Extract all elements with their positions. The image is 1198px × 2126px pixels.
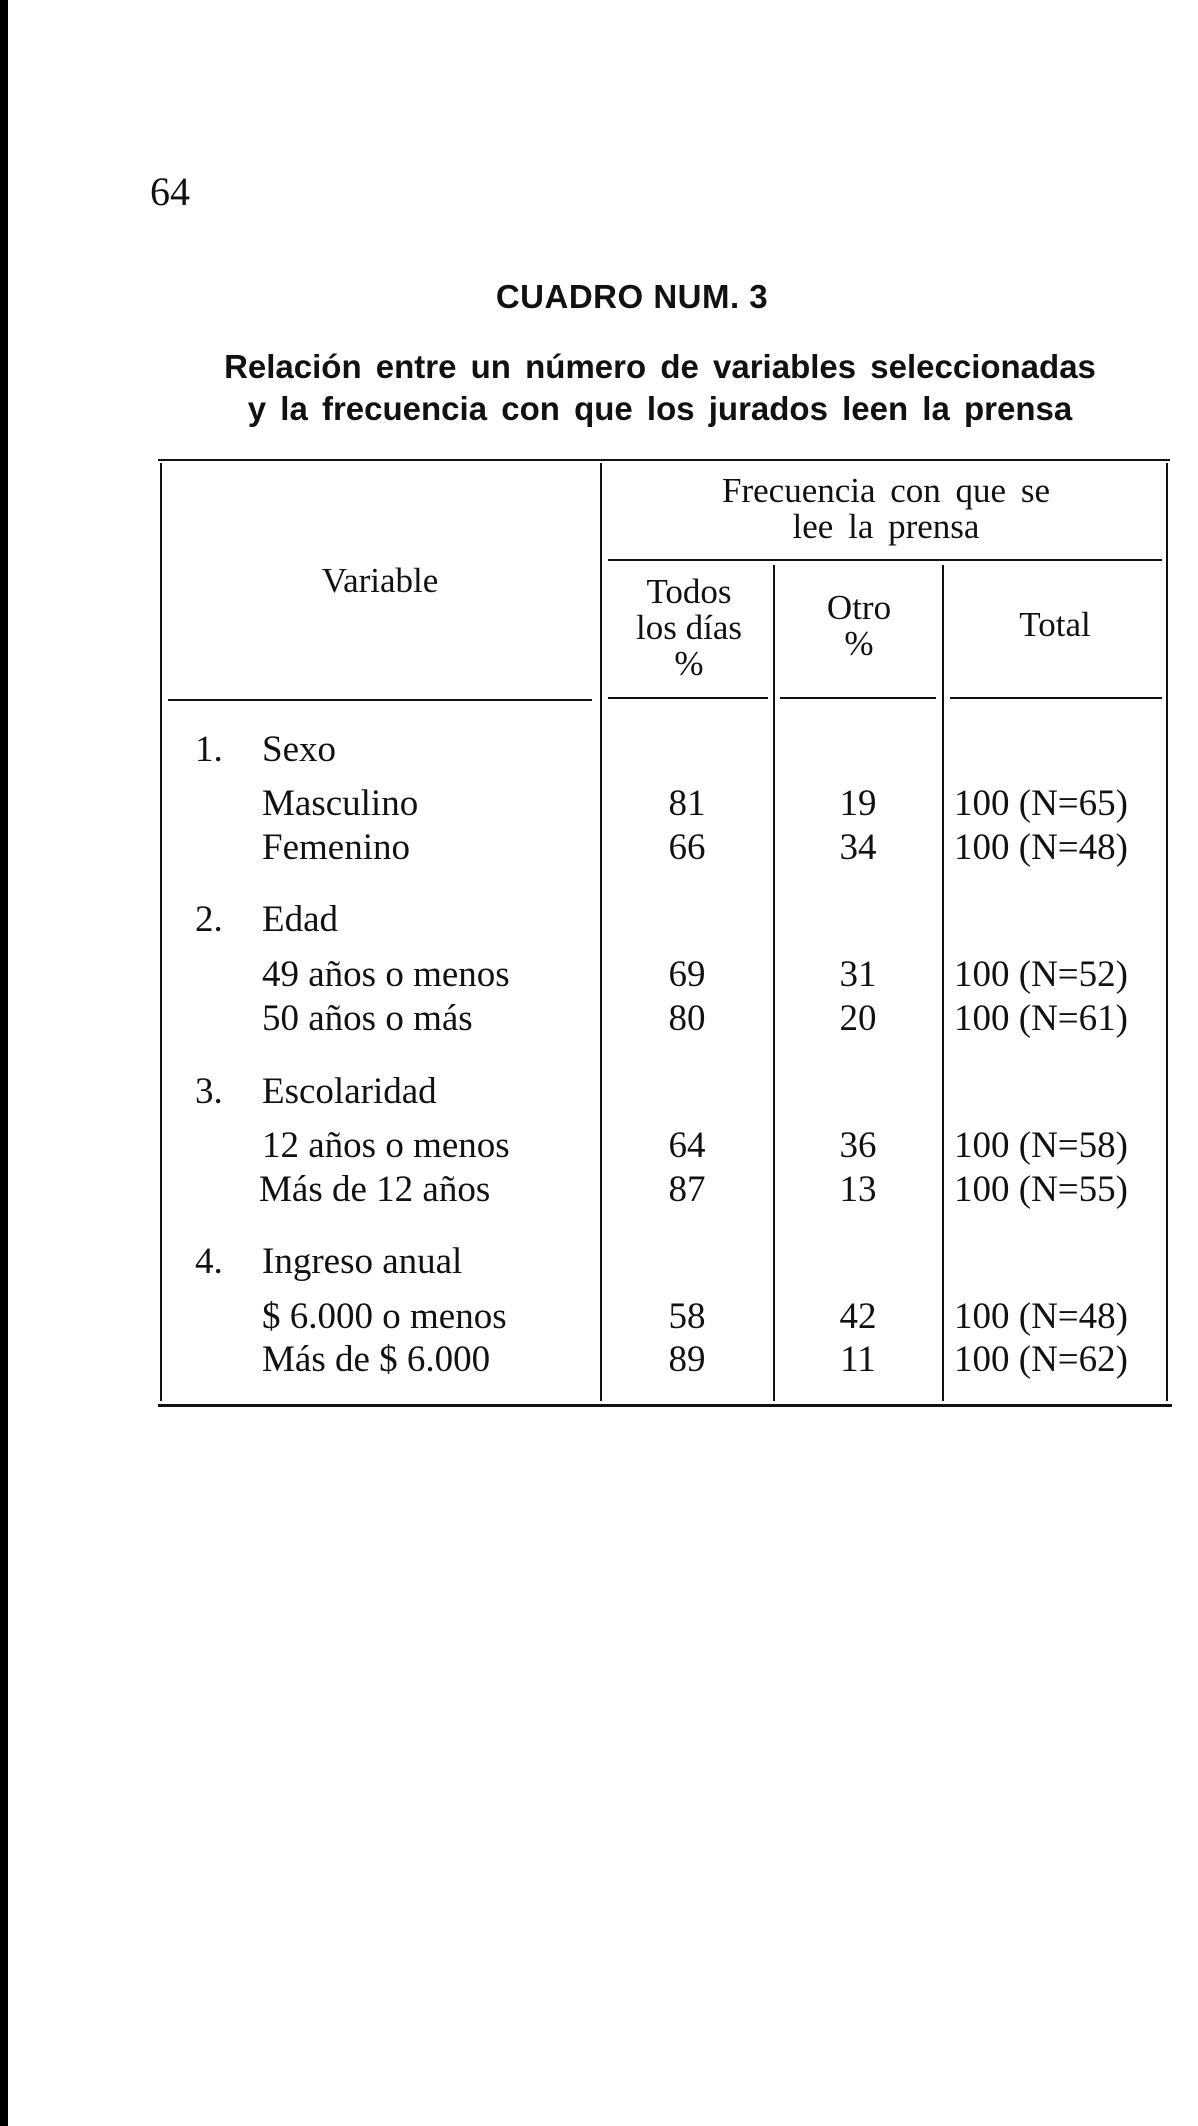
header-rule-daily: [608, 697, 768, 699]
row-label: 12 años o menos: [262, 1125, 510, 1166]
table-bottom-rule: [158, 1404, 1172, 1407]
other-header-line-1: Otro: [826, 588, 892, 627]
row-daily-value: 81: [668, 783, 706, 824]
table-top-rule: [158, 459, 1170, 461]
daily-header-line-2: los días: [636, 608, 742, 647]
table-left-border: [160, 463, 162, 1401]
table-right-border: [1166, 463, 1168, 1401]
row-other-value: 42: [839, 1296, 877, 1337]
row-total-value: 100 (N=52): [954, 954, 1128, 995]
daily-header-line-3: %: [674, 644, 704, 683]
row-total-value: 100 (N=48): [954, 1296, 1128, 1337]
row-other-value: 20: [839, 998, 877, 1039]
row-daily-value: 69: [668, 954, 706, 995]
row-total-value: 100 (N=65): [954, 783, 1128, 824]
header-rule-total: [950, 697, 1162, 699]
frequency-group-header-line-1: Frecuencia con que se: [722, 471, 1050, 510]
row-label: Más de 12 años: [259, 1169, 491, 1210]
row-label: Más de $ 6.000: [262, 1339, 491, 1380]
table-title: CUADRO NUM. 3: [495, 278, 769, 315]
row-daily-value: 64: [668, 1125, 706, 1166]
row-total-value: 100 (N=48): [954, 827, 1128, 868]
group-number: 4.: [195, 1241, 223, 1282]
scan-edge: [0, 0, 8, 2126]
variable-header: Variable: [321, 561, 439, 600]
row-daily-value: 89: [668, 1339, 706, 1380]
header-rule-other: [780, 697, 936, 699]
row-other-value: 34: [839, 827, 877, 868]
group-label: Edad: [262, 899, 339, 940]
group-label: Sexo: [262, 729, 336, 770]
table-subtitle-line-1: Relación entre un número de variables seleccionadas: [224, 348, 1096, 385]
row-daily-value: 87: [668, 1169, 706, 1210]
table-subtitle-line-2: y la frecuencia con que los jurados leen la prensa: [247, 390, 1073, 427]
row-total-value: 100 (N=62): [954, 1339, 1128, 1380]
group-number: 1.: [195, 729, 223, 770]
group-header-rule: [608, 559, 1162, 561]
group-number: 3.: [195, 1071, 223, 1112]
frequency-group-header: [606, 473, 1166, 545]
total-column-header: Total: [1019, 605, 1091, 644]
row-other-value: 19: [839, 783, 877, 824]
row-daily-value: 58: [668, 1296, 706, 1337]
table-subtitle: [160, 346, 1160, 430]
other-header-line-2: %: [844, 624, 874, 663]
row-label: 49 años o menos: [262, 954, 510, 995]
row-daily-value: 66: [668, 827, 706, 868]
row-other-value: 13: [839, 1169, 877, 1210]
other-column-divider: [942, 565, 944, 1401]
other-column-header: [776, 590, 942, 662]
daily-header-line-1: Todos: [646, 572, 732, 611]
group-label: Escolaridad: [262, 1071, 437, 1112]
row-total-value: 100 (N=55): [954, 1169, 1128, 1210]
header-rule-variable: [168, 699, 592, 701]
row-other-value: 31: [839, 954, 877, 995]
row-label: Femenino: [262, 827, 410, 868]
row-label: $ 6.000 o menos: [262, 1296, 507, 1337]
row-other-value: 36: [839, 1125, 877, 1166]
row-label: 50 años o más: [262, 998, 473, 1039]
row-label: Masculino: [262, 783, 419, 824]
row-daily-value: 80: [668, 998, 706, 1039]
variable-column-divider: [600, 463, 602, 1401]
row-total-value: 100 (N=58): [954, 1125, 1128, 1166]
group-label: Ingreso anual: [262, 1241, 463, 1282]
row-other-value: 11: [840, 1339, 876, 1380]
frequency-group-header-line-2: lee la prensa: [792, 507, 980, 546]
group-number: 2.: [195, 899, 223, 940]
row-total-value: 100 (N=61): [954, 998, 1128, 1039]
page-number: 64: [150, 169, 190, 214]
daily-column-header: [604, 574, 774, 682]
